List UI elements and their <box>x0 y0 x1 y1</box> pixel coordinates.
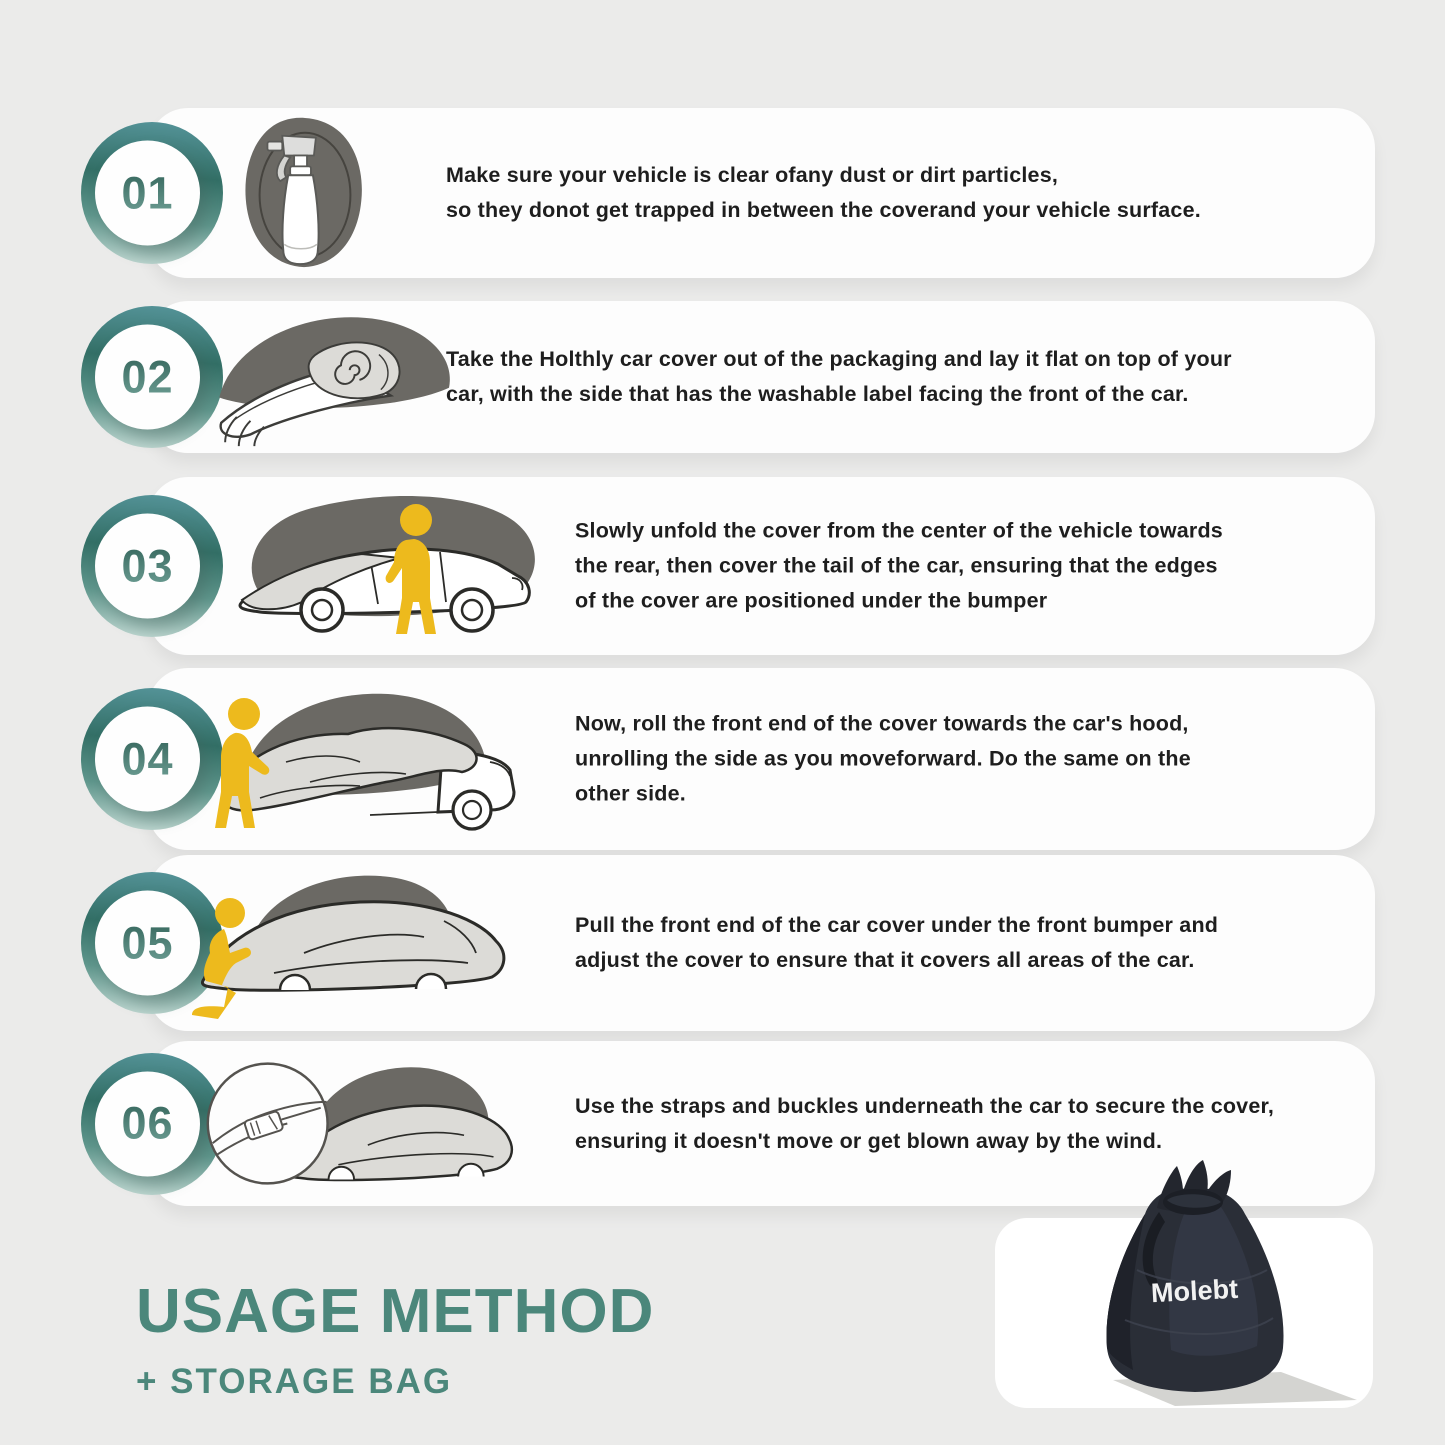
strap-buckle-detail-icon <box>178 1043 538 1205</box>
person-pulling-cover-icon <box>184 857 534 1029</box>
step-text-line: unrolling the side as you moveforward. Do the same on the <box>575 746 1191 771</box>
step-text-line: the rear, then cover the tail of the car, ensuring that the edges <box>575 553 1218 578</box>
step-4-badge <box>95 707 200 812</box>
step-row-2 <box>121 301 1375 453</box>
step-1-text <box>446 158 1201 228</box>
step-4-number: 04 <box>121 733 174 784</box>
step-row-5 <box>121 855 1375 1031</box>
person-unfolding-cover-icon <box>220 482 560 650</box>
step-row-1 <box>121 108 1375 278</box>
step-6-text <box>575 1089 1274 1159</box>
step-row-4 <box>121 668 1375 850</box>
step-text-line: adjust the cover to ensure that it covers all areas of the car. <box>575 948 1195 972</box>
step-2-number: 02 <box>121 351 174 402</box>
step-3-badge <box>95 514 200 619</box>
step-text-line: Make sure your vehicle is clear ofany dust or dirt particles, <box>446 163 1059 187</box>
step-4-text <box>575 707 1191 812</box>
person-rolling-cover-icon <box>190 670 540 848</box>
step-text-line: of the cover are positioned under the bumper <box>575 588 1048 613</box>
step-row-3 <box>121 477 1375 655</box>
step-6-number: 06 <box>121 1097 174 1149</box>
step-3-number: 03 <box>121 540 174 591</box>
step-text-line: Take the Holthly car cover out of the packaging and lay it flat on top of your <box>446 347 1232 371</box>
step-text-line: so they donot get trapped in between the coverand your vehicle surface. <box>446 198 1201 222</box>
step-5-text <box>575 908 1218 978</box>
step-5-number: 05 <box>121 917 174 968</box>
step-2-text <box>446 342 1232 412</box>
storage-bag-image <box>1025 1150 1365 1410</box>
step-2-badge <box>95 325 200 430</box>
page-subtitle: + STORAGE BAG <box>136 1362 453 1401</box>
step-3-text <box>575 514 1223 619</box>
step-text-line: Use the straps and buckles underneath the car to secure the cover, <box>575 1093 1275 1118</box>
step-1-number: 01 <box>121 167 174 218</box>
step-text-line: other side. <box>575 781 686 806</box>
spray-bottle-icon <box>210 114 400 272</box>
page-title: USAGE METHOD <box>136 1277 655 1346</box>
step-text-line: Pull the front end of the car cover under the front bumper and <box>575 913 1219 937</box>
step-1-badge <box>95 141 200 246</box>
rolled-cover-on-car-icon <box>200 304 480 450</box>
bag-brand-label: Molebt <box>1150 1273 1239 1309</box>
step-text-line: Now, roll the front end of the cover towards the car's hood, <box>575 711 1189 736</box>
step-text-line: car, with the side that has the washable label facing the front of the car. <box>446 382 1189 406</box>
step-text-line: Slowly unfold the cover from the center of the vehicle towards <box>575 518 1223 543</box>
step-text-line: ensuring it doesn't move or get blown away by the wind. <box>575 1128 1163 1153</box>
